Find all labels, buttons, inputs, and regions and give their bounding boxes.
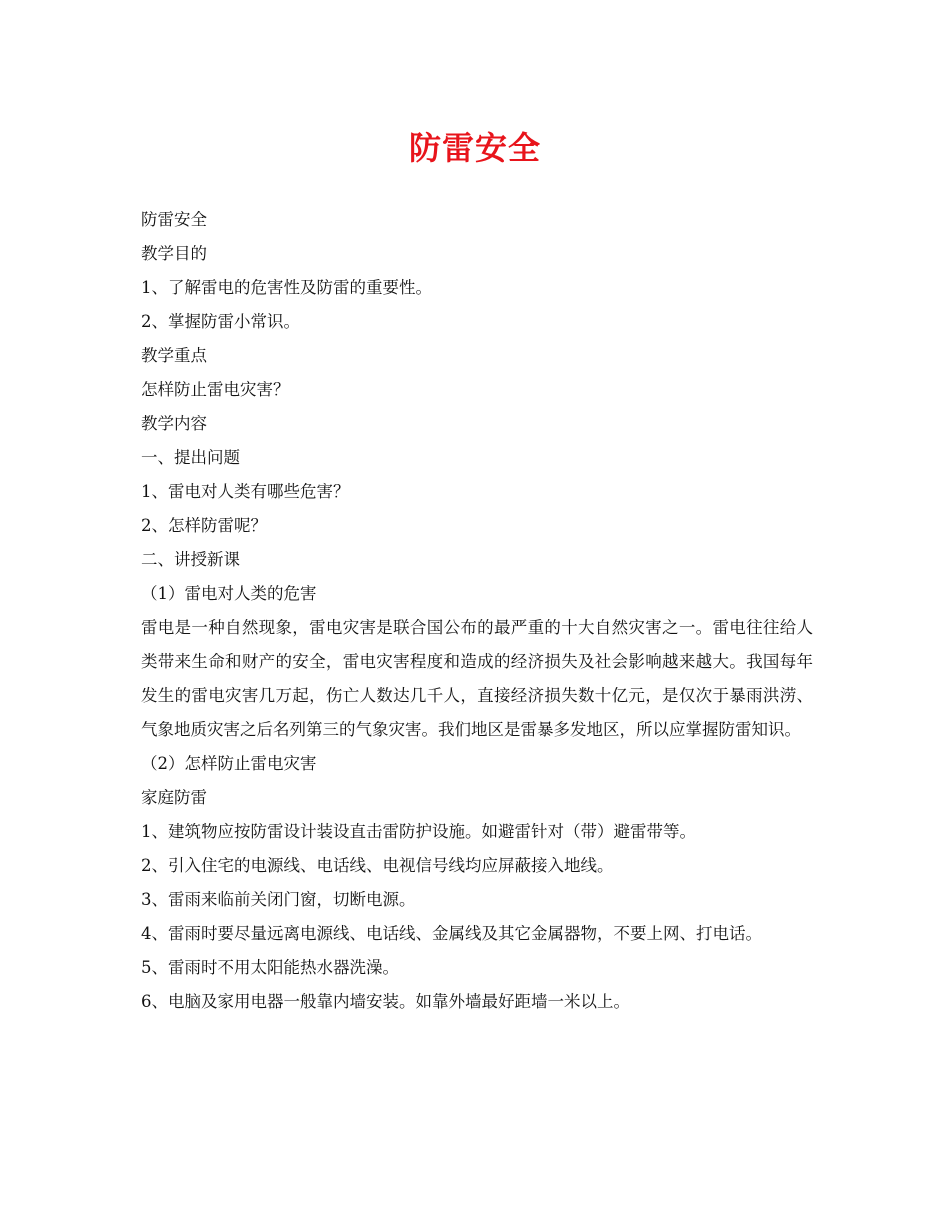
text-line: 1、了解雷电的危害性及防雷的重要性。 (141, 278, 432, 297)
text-line: 3、雷雨来临前关闭门窗，切断电源。 (141, 890, 416, 909)
text-line: 教学内容 (141, 414, 207, 433)
text-line: （1）雷电对人类的危害 (141, 584, 317, 603)
text-line: 家庭防雷 (141, 788, 207, 807)
text-line: 2、引入住宅的电源线、电话线、电视信号线均应屏蔽接入地线。 (141, 856, 614, 875)
paragraph: 雷电是一种自然现象，雷电灾害是联合国公布的最严重的十大自然灾害之一。雷电往往给人类带来生命和财产的安全，雷电灾害程度和造成的经济损失及社会影响越来越大。我国每年发生的雷电灾害几万起，伤亡人数达几千人，直接经济损失数十亿元，是仅次于暴雨洪涝、气象地质灾害之后名列第三的气象灾害。我们地区是雷暴多发地区，所以应掌握防雷知识。 (141, 618, 813, 739)
document-body (141, 203, 813, 1019)
document-title: 防雷安全 (408, 129, 541, 167)
paragraph: 4、雷雨时要尽量远离电源线、电话线、金属线及其它金属器物，不要上网、打电话。 (141, 924, 762, 943)
text-line: 一、提出问题 (141, 448, 240, 467)
text-line: 2、掌握防雷小常识。 (141, 312, 300, 331)
text-line: （2）怎样防止雷电灾害 (141, 754, 317, 773)
text-line: 6、电脑及家用电器一般靠内墙安装。如靠外墙最好距墙一米以上。 (141, 992, 630, 1011)
text-line: 1、建筑物应按防雷设计装设直击雷防护设施。如避雷针对（带）避雷带等。 (141, 822, 696, 841)
text-line: 防雷安全 (141, 210, 207, 229)
text-line: 2、怎样防雷呢？ (141, 516, 267, 535)
text-line: 怎样防止雷电灾害？ (141, 380, 290, 399)
text-line: 1、雷电对人类有哪些危害？ (141, 482, 350, 501)
text-line: 教学重点 (141, 346, 207, 365)
text-line: 5、雷雨时不用太阳能热水器洗澡。 (141, 958, 399, 977)
text-line: 二、讲授新课 (141, 550, 240, 569)
text-line: 教学目的 (141, 244, 207, 263)
